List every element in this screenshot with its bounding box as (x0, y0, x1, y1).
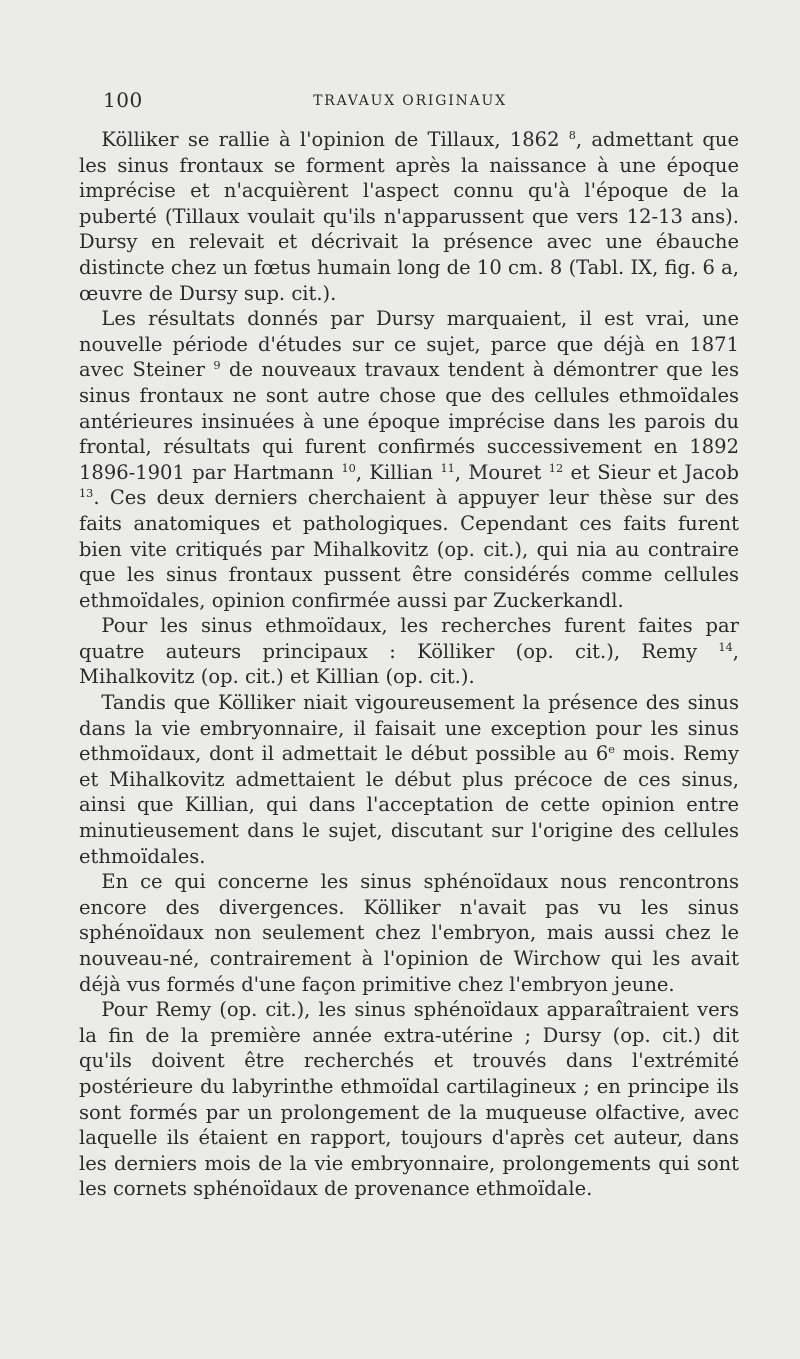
footnote-reference: 10 (341, 461, 356, 475)
paragraph-ethmoid-development (79, 690, 739, 869)
body-text (79, 127, 739, 1202)
paragraph-text-run: , Mouret (454, 460, 549, 484)
paragraph-sphenoid-development (79, 997, 739, 1202)
paragraph-text-run: Pour Remy (op. cit.), les sinus sphénoïdaux apparaîtraient vers la fin de la première année extra-utérine ; Dursy (op. cit.) dit qu'ils doivent être recherchés et trouvés dans l'extrémité postérieure du labyrinthe ethmoïdal cartilagineux ; en principe ils sont formés par un prolongement de la muqueuse olfactive, avec laquelle ils étaient en rapport, toujours d'après cet auteur, dans les derniers mois de la vie embryonnaire, prolongements qui sont les cornets sphénoïdaux de provenance ethmoïdale. (79, 998, 739, 1201)
paragraph-text-run: Les résultats donnés par Dursy marquaient, il est vrai, une nouvelle période d'études sur ce sujet, parce que déjà en 1871 avec Steiner (79, 307, 739, 382)
paragraph-text-run: Tandis que Kölliker niait vigoureusement la présence des sinus dans la vie embryonnaire, il faisait une exception pour les sinus ethmoïdaux, dont il admettait le début possible au 6 (79, 691, 739, 766)
paragraph-text-run: Kölliker se rallie à l'opinion de Tillaux, 1862 (101, 128, 569, 151)
footnote-reference: 14 (718, 640, 733, 654)
paragraph-text-run: mois. Remy et Mihalkovitz admettaient le début plus précoce de ces sinus, ainsi que Killian, qui dans l'acceptation de cette opinion entre minutieusement dans le sujet, discutant sur l'origine des cellules ethmoïdales. (79, 742, 739, 868)
paragraph-text-run: . Ces deux derniers cherchaient à appuyer leur thèse sur des faits anatomiques et pathologiques. Cependant ces faits furent bien vite critiqués par Mihalkovitz (op. cit.), qui nia au contraire que les sinus frontaux pussent être considérés comme cellules ethmoïdales, opinion confirmée aussi par Zuckerkandl. (79, 486, 739, 612)
footnote-reference: 11 (440, 461, 455, 475)
footnote-reference: 8 (568, 129, 576, 142)
paragraph-text-run: , admettant que les sinus frontaux se forment après la naissance à une époque imprécise et n'acquièrent l'aspect connu qu'à l'époque de la puberté (Tillaux voulait qu'ils n'apparussent que vers 12-13 ans). Dursy en relevait et décrivait la présence avec une ébauche distincte chez un fœtus humain long de 10 cm. 8 (Tabl. IX, fig. 6 a, œuvre de Dursy sup. cit.). (79, 128, 739, 305)
page-header (80, 88, 740, 116)
paragraph-text-run: , Killian (355, 460, 441, 484)
footnote-reference: 9 (213, 359, 221, 373)
paragraph-frontal-sinus-origin (79, 127, 739, 306)
paragraph-text-run: et Sieur et Jacob (563, 460, 740, 484)
ordinal-suffix: e (608, 743, 615, 757)
paragraph-frontal-sinus-research (79, 306, 739, 613)
paragraph-text-run: de nouveaux travaux tendent à démontrer que les sinus frontaux ne sont autre chose que des cellules ethmoïdales antérieures insinuées à une époque imprécise dans les parois du frontal, résultats qui furent confirmés successivement en 1892 1896-1901 par Hartmann (79, 358, 739, 484)
paragraph-text-run: Pour les sinus ethmoïdaux, les recherches furent faites par quatre auteurs principaux : Kölliker (op. cit.), Remy (79, 614, 739, 663)
paragraph-sphenoid-divergences (79, 869, 739, 997)
running-title: TRAVAUX ORIGINAUX (313, 93, 507, 109)
page-number: 100 (103, 88, 143, 112)
paragraph-text-run: , Mihalkovitz (op. cit.) et Killian (op. cit.). (79, 639, 739, 689)
footnote-reference: 12 (548, 461, 564, 475)
paragraph-text-run: En ce qui concerne les sinus sphénoïdaux nous rencontrons encore des divergences. Kölliker n'avait pas vu les sinus sphénoïdaux non seulement chez l'embryon, mais aussi chez le nouveau-né, contrairement à l'opinion de Wirchow qui les avait déjà vus formés d'une façon primitive chez l'embryon jeune. (79, 870, 739, 996)
paragraph-ethmoid-authors (79, 613, 739, 690)
footnote-reference: 13 (79, 487, 94, 501)
